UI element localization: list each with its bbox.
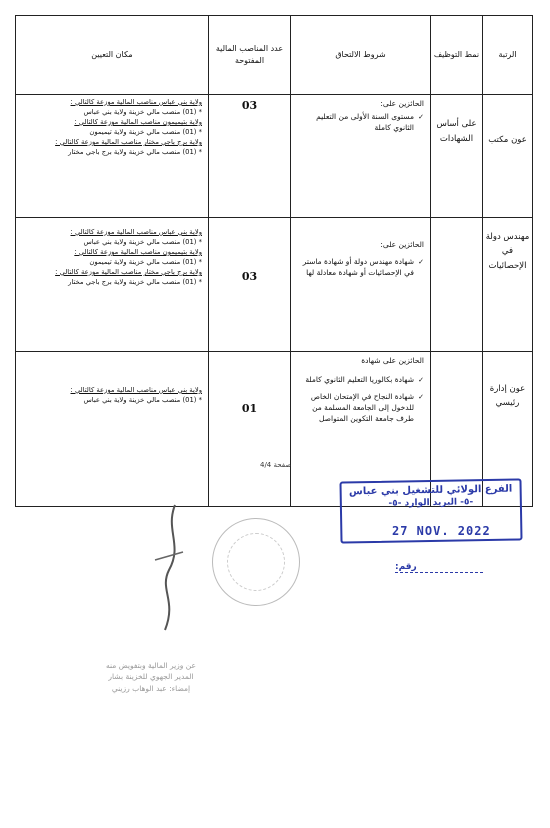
header-posts: عدد المناصب المالية المفتوحة [209, 16, 291, 95]
header-rank: الرتبة [483, 16, 533, 95]
header-conditions: شروط الالتحاق [291, 16, 431, 95]
place-cell [16, 218, 209, 352]
place-heading: ولاية برج باجي مختار مناصب المالية موزعة كالتالي : [55, 138, 202, 147]
place-heading: ولاية بتيميمون مناصب المالية موزعة كالتالي : [74, 248, 202, 257]
place-line: * (01) منصب مالي خزينة ولاية بني عباس [22, 238, 202, 248]
place-line: * (01) منصب مالي خزينة ولاية برج باجي مختار [22, 278, 202, 288]
conditions-lead: الحائزين على: [380, 99, 424, 108]
conditions-lead: الحائزين على: [380, 240, 424, 249]
header-place: مكان التعيين [16, 16, 209, 95]
rank-cell: عون مكتب [488, 135, 527, 145]
mode-cell [431, 218, 482, 240]
posts-count: 03 [241, 270, 258, 283]
place-heading: ولاية بتيميمون مناصب المالية موزعة كالتالي : [74, 118, 202, 127]
conditions-cell [291, 218, 431, 352]
place-line: * (01) منصب مالي خزينة ولاية بني عباس [22, 396, 202, 406]
place-heading: ولاية بني عباس مناصب المالية موزعة كالتالي : [70, 228, 202, 236]
condition-item: ✓ شهادة النجاح في الإمتحان الخاص للدخول إلى الجامعة المسلمة من طرف جامعة التكوين المتواصل [295, 392, 424, 425]
place-cell [16, 352, 209, 507]
page-number: صفحة 4/4 [260, 461, 292, 469]
recruitment-table [15, 15, 533, 507]
signature-line: إمضاء: عبد الوهاب رزيني [111, 683, 191, 693]
header-mode: نمط التوظيف [431, 16, 483, 95]
place-line: * (01) منصب مالي خزينة ولاية برج باجي مختار [22, 148, 202, 158]
place-heading: ولاية برج باجي مختار مناصب المالية موزعة كالتالي : [55, 268, 202, 277]
mode-cell [431, 352, 482, 374]
place-line: * (01) منصب مالي خزينة ولاية تيميمون [22, 128, 202, 138]
signature-block [76, 660, 226, 694]
condition-item: ✓ مستوى السنة الأولى من التعليم الثانوي كاملة [295, 112, 424, 134]
table-row [16, 95, 533, 218]
table-header-row [16, 16, 533, 95]
official-seal-icon [212, 518, 300, 606]
conditions-cell [291, 95, 431, 218]
rank-cell: مهندس دولة في الإحصائيات [485, 232, 530, 271]
conditions-lead: الحائزين على شهادة [361, 356, 424, 365]
stamp-number-line [395, 572, 483, 573]
stamp-subtitle: -٥- البريد الوارد -٥- [388, 497, 474, 509]
condition-item: ✓ شهادة بكالوريا التعليم الثانوي كاملة [295, 375, 424, 386]
stamp-office: الفرع الولائي للتشغيل بني عباس [348, 483, 513, 498]
posts-count: 01 [241, 402, 258, 415]
rank-cell: عون إدارة رئيسي [489, 384, 526, 409]
mode-cell: على أساس الشهادات [436, 119, 477, 145]
place-line: * (01) منصب مالي خزينة ولاية تيميمون [22, 258, 202, 268]
stamp-date: 27 NOV. 2022 [392, 524, 491, 538]
posts-count: 03 [241, 99, 258, 112]
place-heading: ولاية بني عباس مناصب المالية موزعة كالتالي : [70, 98, 202, 106]
stamp-number-label: رقم: [395, 562, 417, 572]
handwritten-signature [125, 500, 195, 640]
place-heading: ولاية بني عباس مناصب المالية موزعة كالتالي : [70, 386, 202, 394]
place-cell [16, 95, 209, 218]
condition-item: ✓ شهادة مهندس دولة أو شهادة ماستر في الإحصائيات أو شهادة معادلة لها [295, 257, 424, 279]
signature-line: المدير الجهوي للخزينة بشار [108, 672, 194, 682]
place-line: * (01) منصب مالي خزينة ولاية بني عباس [22, 108, 202, 118]
table-row [16, 218, 533, 352]
signature-line: عن وزير المالية وبتفويض منه [106, 661, 196, 670]
